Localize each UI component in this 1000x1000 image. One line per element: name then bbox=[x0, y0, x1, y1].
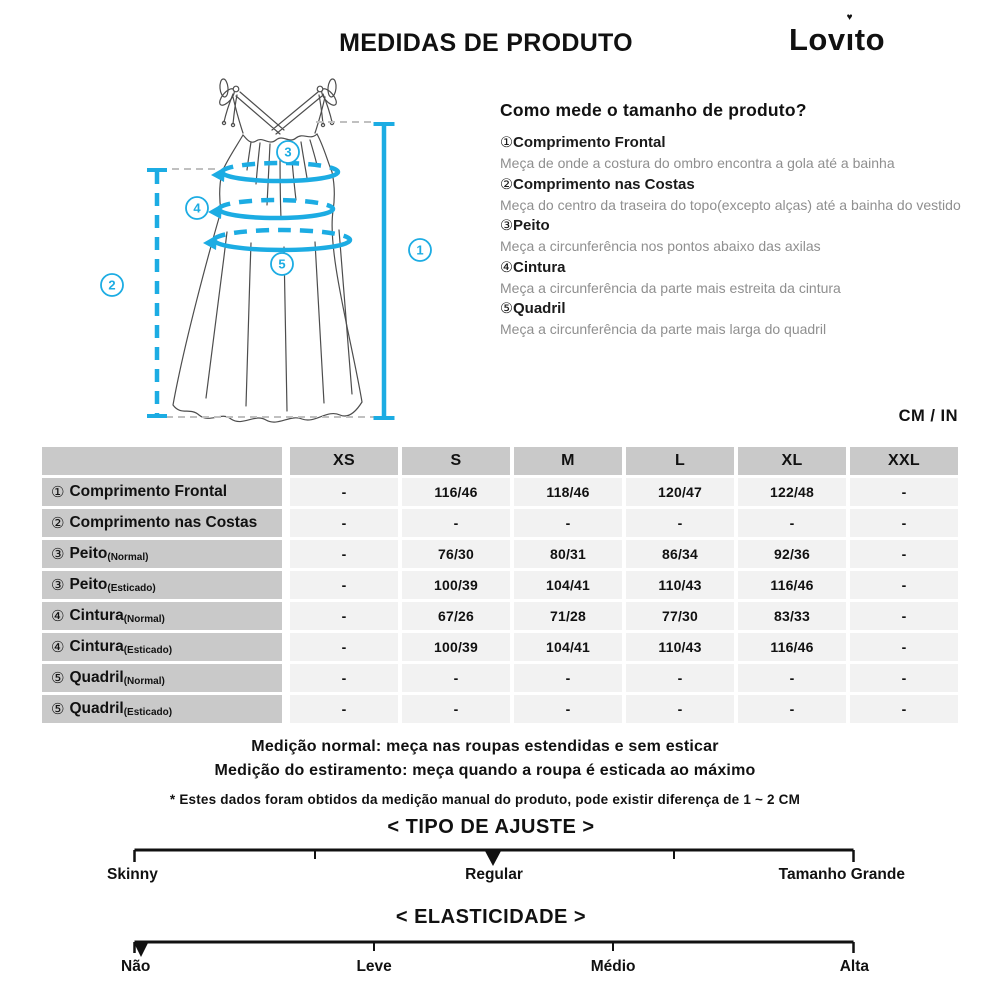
brand-logo bbox=[789, 12, 886, 58]
instruction-name: Comprimento nas Costas bbox=[513, 175, 695, 193]
instructions-list bbox=[500, 132, 992, 340]
row-number-icon: ① bbox=[51, 483, 65, 501]
measure-instruction bbox=[500, 174, 992, 216]
row-name: Cintura bbox=[69, 607, 124, 624]
instruction-number-icon: ① bbox=[500, 135, 513, 151]
elasticity-labels bbox=[121, 958, 869, 978]
elasticity-heading: < ELASTICIDADE > bbox=[395, 906, 587, 928]
measurement-row-label bbox=[42, 571, 282, 599]
instruction-number-icon: ③ bbox=[500, 218, 513, 234]
marker-3: 3 bbox=[284, 144, 292, 160]
fit-option-skinny: Skinny bbox=[107, 866, 158, 883]
row-number-icon: ⑤ bbox=[51, 669, 65, 687]
measure-instruction bbox=[500, 257, 992, 299]
size-table bbox=[42, 447, 958, 723]
size-value-cell: - bbox=[514, 695, 622, 723]
row-variant: (Normal) bbox=[123, 613, 165, 625]
instruction-number-icon: ② bbox=[500, 176, 513, 193]
size-value-cell: - bbox=[290, 695, 398, 723]
fit-type-labels bbox=[107, 866, 905, 886]
fit-marker-triangle bbox=[485, 851, 501, 866]
measurement-notes bbox=[0, 735, 985, 812]
instructions-heading: Como mede o tamanho de produto? bbox=[500, 100, 807, 120]
row-number-icon: ④ bbox=[51, 607, 65, 625]
size-column-header: XS bbox=[290, 447, 398, 475]
size-value-cell: 122/48 bbox=[738, 478, 846, 506]
instruction-name: Quadril bbox=[513, 300, 566, 317]
row-number-icon: ② bbox=[51, 514, 65, 532]
marker-2: 2 bbox=[108, 277, 116, 293]
note-line: * Estes dados foram obtidos da medição manual do produto, pode existir diferença de 1 ~ 2 CM bbox=[169, 792, 801, 807]
size-value-cell: - bbox=[850, 633, 958, 661]
size-value-cell: 71/28 bbox=[514, 602, 622, 630]
brand-logo-part: ı bbox=[845, 22, 855, 57]
measurement-row-label bbox=[42, 509, 282, 537]
row-name: Peito bbox=[69, 545, 108, 562]
row-number-icon: ④ bbox=[51, 638, 65, 656]
size-value-cell: 104/41 bbox=[514, 633, 622, 661]
size-value-cell: - bbox=[402, 695, 510, 723]
size-column-header: M bbox=[514, 447, 622, 475]
brand-logo-part: Lov bbox=[789, 22, 846, 57]
size-value-cell: - bbox=[626, 664, 734, 692]
size-value-cell: 116/46 bbox=[738, 571, 846, 599]
size-value-cell: - bbox=[850, 571, 958, 599]
marker-4: 4 bbox=[193, 200, 201, 216]
size-value-cell: 92/36 bbox=[738, 540, 846, 568]
left-bow bbox=[217, 79, 239, 127]
row-name: Cintura bbox=[69, 638, 124, 655]
size-value-cell: - bbox=[290, 602, 398, 630]
size-value-cell: - bbox=[850, 540, 958, 568]
row-variant: (Esticado) bbox=[107, 582, 156, 594]
size-value-cell: 104/41 bbox=[514, 571, 622, 599]
size-value-cell: - bbox=[850, 478, 958, 506]
measurement-row-label bbox=[42, 633, 282, 661]
size-value-cell: - bbox=[290, 664, 398, 692]
instruction-description: Meça a circunferência da parte mais larga do quadril bbox=[500, 321, 827, 337]
instruction-number-icon: ④ bbox=[500, 259, 513, 276]
table-corner-cell bbox=[42, 447, 282, 475]
fit-option-regular: Regular bbox=[465, 866, 523, 883]
elasticity-option-light: Leve bbox=[356, 958, 392, 975]
elasticity-marker-triangle bbox=[134, 943, 148, 957]
row-variant: (Normal) bbox=[123, 675, 165, 687]
instruction-description: Meça do centro da traseira do topo(excepto alças) até a bainha do vestido bbox=[500, 196, 961, 213]
instruction-title bbox=[500, 174, 992, 196]
instruction-title bbox=[500, 215, 992, 237]
size-value-cell: 100/39 bbox=[402, 633, 510, 661]
size-value-cell: - bbox=[850, 602, 958, 630]
marker-5: 5 bbox=[278, 256, 286, 272]
size-value-cell: - bbox=[290, 540, 398, 568]
row-variant: (Esticado) bbox=[123, 706, 173, 718]
size-value-cell: - bbox=[514, 509, 622, 537]
note-line: Medição normal: meça nas roupas estendidas e sem esticar bbox=[251, 738, 719, 755]
row-variant: (Esticado) bbox=[123, 644, 173, 656]
size-value-cell: 67/26 bbox=[402, 602, 510, 630]
size-value-cell: - bbox=[290, 571, 398, 599]
size-value-cell: - bbox=[850, 695, 958, 723]
row-number-icon: ③ bbox=[51, 545, 65, 563]
size-value-cell: 77/30 bbox=[626, 602, 734, 630]
row-number-icon: ⑤ bbox=[51, 700, 65, 718]
size-value-cell: - bbox=[290, 478, 398, 506]
size-value-cell: 76/30 bbox=[402, 540, 510, 568]
row-number-icon: ③ bbox=[51, 576, 65, 594]
size-value-cell: - bbox=[626, 695, 734, 723]
measurement-row-label bbox=[42, 478, 282, 506]
size-value-cell: 116/46 bbox=[402, 478, 510, 506]
row-name: Comprimento Frontal bbox=[69, 483, 228, 500]
size-value-cell: - bbox=[738, 509, 846, 537]
dress-measurement-diagram bbox=[80, 70, 460, 440]
instruction-title bbox=[500, 298, 992, 320]
size-value-cell: - bbox=[626, 509, 734, 537]
size-value-cell: - bbox=[402, 509, 510, 537]
elasticity-option-high: Alta bbox=[839, 958, 869, 975]
brand-logo-part: to bbox=[854, 22, 886, 57]
brand-logo-i bbox=[845, 12, 855, 58]
size-value-cell: - bbox=[514, 664, 622, 692]
instruction-name: Comprimento Frontal bbox=[513, 134, 666, 151]
instruction-description: Meça a circunferência nos pontos abaixo das axilas bbox=[500, 238, 821, 254]
instruction-number-icon: ⑤ bbox=[500, 301, 513, 317]
measure-instructions-panel bbox=[500, 100, 992, 340]
size-value-cell: 110/43 bbox=[626, 633, 734, 661]
marker-1: 1 bbox=[416, 242, 424, 258]
measurement-row-label bbox=[42, 602, 282, 630]
size-value-cell: 120/47 bbox=[626, 478, 734, 506]
elasticity-option-none: Não bbox=[121, 958, 151, 975]
measurement-row-label bbox=[42, 695, 282, 723]
size-column-header: L bbox=[626, 447, 734, 475]
instruction-title bbox=[500, 257, 992, 279]
size-value-cell: - bbox=[738, 695, 846, 723]
row-name: Peito bbox=[69, 576, 108, 593]
row-name: Comprimento nas Costas bbox=[69, 514, 258, 531]
size-column-header: XXL bbox=[850, 447, 958, 475]
note-line: Medição do estiramento: meça quando a roupa é esticada ao máximo bbox=[214, 762, 756, 779]
instruction-name: Cintura bbox=[513, 258, 566, 276]
measure-instruction bbox=[500, 215, 992, 257]
size-column-header: S bbox=[402, 447, 510, 475]
instruction-title bbox=[500, 132, 992, 154]
size-value-cell: - bbox=[290, 633, 398, 661]
measurement-row-label bbox=[42, 540, 282, 568]
row-variant: (Normal) bbox=[107, 551, 149, 563]
size-value-cell: 118/46 bbox=[514, 478, 622, 506]
measurement-row-label bbox=[42, 664, 282, 692]
fit-type-heading: < TIPO DE AJUSTE > bbox=[387, 816, 595, 838]
size-value-cell: 100/39 bbox=[402, 571, 510, 599]
size-column-header: XL bbox=[738, 447, 846, 475]
right-bow bbox=[317, 79, 339, 127]
row-name: Quadril bbox=[69, 669, 124, 686]
measure-instruction bbox=[500, 132, 992, 174]
heart-icon: ♥ bbox=[846, 12, 854, 23]
size-value-cell: - bbox=[738, 664, 846, 692]
size-value-cell: - bbox=[850, 664, 958, 692]
size-value-cell: 80/31 bbox=[514, 540, 622, 568]
size-value-cell: 116/46 bbox=[738, 633, 846, 661]
row-name: Quadril bbox=[69, 700, 124, 717]
instruction-description: Meça a circunferência da parte mais estreita da cintura bbox=[500, 279, 841, 296]
instruction-description: Meça de onde a costura do ombro encontra a gola até a bainha bbox=[500, 155, 895, 171]
fit-option-large: Tamanho Grande bbox=[778, 866, 905, 883]
page-title: MEDIDAS DE PRODUTO bbox=[339, 29, 633, 57]
size-value-cell: 83/33 bbox=[738, 602, 846, 630]
units-label: CM / IN bbox=[898, 407, 958, 425]
size-value-cell: - bbox=[290, 509, 398, 537]
measure-instruction bbox=[500, 298, 992, 340]
elasticity-option-medium: Médio bbox=[590, 958, 636, 975]
size-value-cell: - bbox=[850, 509, 958, 537]
instruction-name: Peito bbox=[513, 217, 550, 234]
size-value-cell: 110/43 bbox=[626, 571, 734, 599]
size-value-cell: - bbox=[402, 664, 510, 692]
size-value-cell: 86/34 bbox=[626, 540, 734, 568]
